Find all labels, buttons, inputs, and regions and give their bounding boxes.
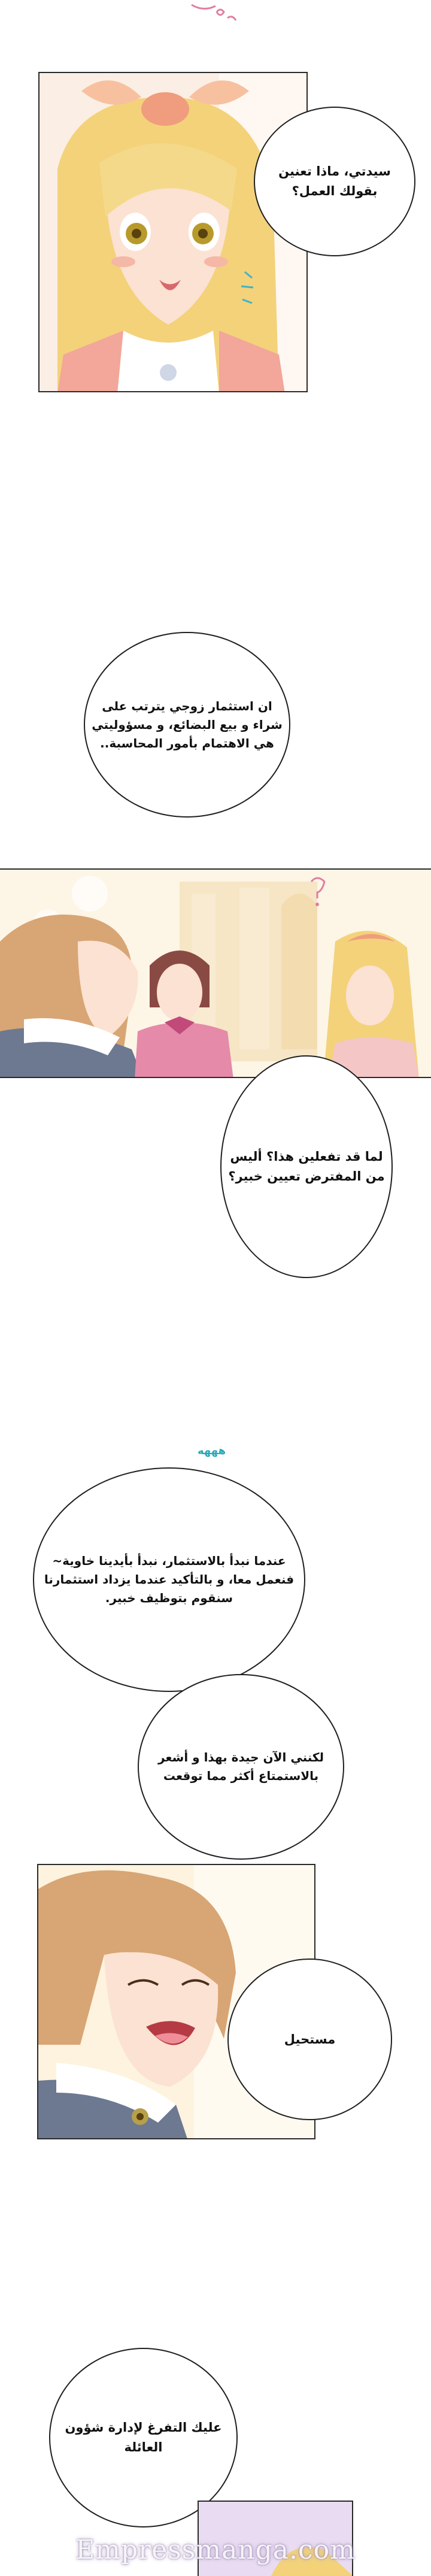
panel-blonde-girl-closeup — [38, 72, 308, 392]
speech-bubble-4 — [33, 1467, 305, 1692]
pink-doodle-icon — [180, 0, 251, 30]
speech-bubble-5 — [138, 1674, 344, 1860]
speech-text: ان استثمار زوجي يترتب على شراء و بيع البضائع، و مسؤوليتي هي الاهتمام بأمور المحاسبة.. — [92, 698, 283, 750]
speech-text: مستحيل — [284, 2032, 336, 2047]
speech-text: لما قد تفعلين هذا؟ أليس من المفترض تعيين خبير؟ — [228, 1149, 385, 1183]
speech-bubble-6 — [227, 1959, 392, 2120]
speech-bubble-2 — [84, 632, 290, 818]
speech-text: عندما نبدأ بالاستثمار، نبدأ بأيدينا خاوية~ فنعمل معا، و بالتأكيد عندما يزداد استثمارنا سنقوم بتوظيف خبير. — [44, 1554, 295, 1605]
sweat-marks-icon — [236, 270, 260, 311]
laugh-sfx: هههه — [198, 1445, 226, 1457]
speech-bubble-3 — [220, 1055, 393, 1278]
speech-text: سيدتي، ماذا تعنين بقولك العمل؟ — [278, 164, 391, 198]
speech-text: عليك التفرغ لإدارة شؤون العائلة — [65, 2420, 222, 2454]
watermark-text: Empressmanga.com — [75, 2535, 356, 2565]
panel-wide-scene — [0, 868, 431, 1078]
speech-bubble-1 — [254, 107, 415, 256]
speech-text: لكنني الآن جيدة بهذا و أشعر بالاستمتاع أكثر مما توقعت — [157, 1750, 324, 1783]
